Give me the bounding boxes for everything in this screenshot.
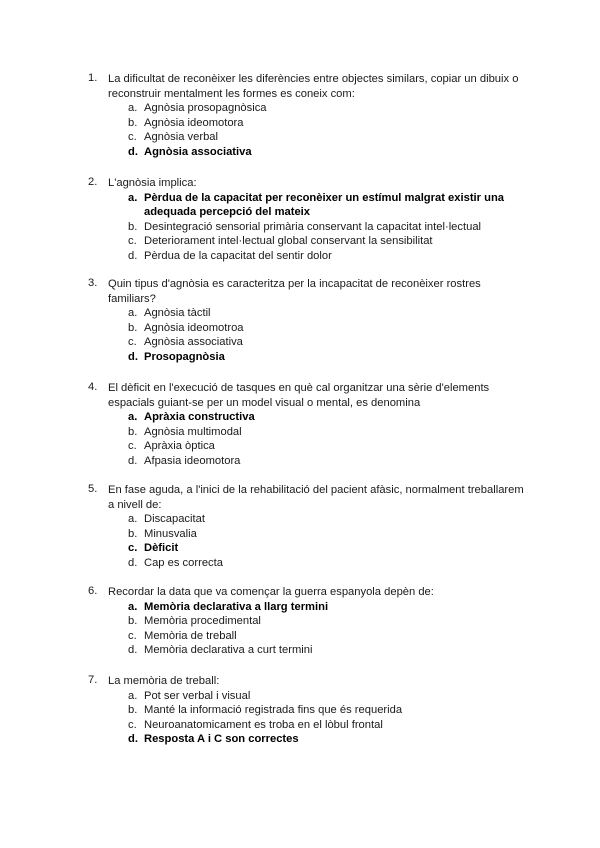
option-text: Afpasia ideomotora [144, 454, 241, 467]
question-text: L'agnòsia implica: [108, 177, 197, 189]
answer-option [128, 703, 528, 718]
question-number: 1. [88, 72, 98, 84]
answer-option-correct [128, 541, 528, 556]
question-text: La dificultat de reconèixer les diferències entre objectes similars, copiar un dibuix o reconstruir mentalment les formes es coneix com: [108, 73, 519, 100]
answer-option [128, 643, 528, 658]
question-1 [88, 72, 528, 159]
option-letter: a. [128, 513, 138, 525]
option-text: Prosopagnòsia [144, 350, 225, 363]
option-letter: a. [128, 689, 138, 702]
question-text: Recordar la data que va començar la guerra espanyola depèn de: [108, 586, 434, 598]
answer-option [128, 234, 528, 249]
option-letter: b. [128, 425, 138, 438]
option-letter: c. [128, 336, 137, 349]
option-text: Manté la informació registrada fins que és requerida [144, 704, 403, 717]
answer-options [128, 512, 528, 570]
option-letter: a. [128, 191, 138, 204]
option-text: Memòria declarativa a curt termini [144, 644, 313, 657]
answer-option [128, 130, 528, 145]
option-letter: b. [128, 704, 138, 717]
answer-options [128, 101, 528, 159]
answer-option-correct [128, 191, 528, 220]
option-letter: c. [128, 718, 137, 731]
answer-option-correct [128, 350, 528, 365]
option-letter: c. [128, 629, 137, 642]
answer-options [128, 600, 528, 658]
option-text: Deteriorament intel·lectual global conservant la sensibilitat [144, 235, 433, 248]
option-letter: d. [128, 733, 138, 746]
answer-option [128, 321, 528, 336]
option-letter: b. [128, 220, 138, 233]
option-letter: d. [128, 350, 138, 363]
option-text: Desintegració sensorial primària conservant la capacitat intel·lectual [144, 220, 482, 233]
question-7 [88, 674, 528, 747]
option-text: Agnòsia ideomotora [144, 116, 244, 129]
option-text: Pot ser verbal i visual [144, 689, 251, 702]
option-text: Cap es correcta [144, 556, 223, 569]
option-letter: d. [128, 249, 138, 262]
answer-options [128, 306, 528, 364]
option-text: Pèrdua de la capacitat del sentir dolor [144, 249, 332, 262]
option-text: Agnòsia verbal [144, 131, 219, 144]
answer-option [128, 425, 528, 440]
option-letter: b. [128, 527, 138, 540]
answer-option-correct [128, 732, 528, 747]
option-text: Resposta A i C son correctes [144, 733, 299, 746]
question-5 [88, 483, 528, 570]
question-number: 3. [88, 277, 98, 289]
option-text: Memòria de treball [144, 629, 237, 642]
option-letter: c. [128, 235, 137, 248]
option-text: Memòria declarativa a llarg termini [144, 600, 329, 613]
option-letter: d. [128, 644, 138, 657]
option-letter: a. [128, 102, 138, 114]
question-number: 6. [88, 585, 98, 597]
option-letter: d. [128, 454, 138, 467]
option-letter: b. [128, 321, 138, 334]
option-letter: a. [128, 411, 138, 423]
answer-options [128, 191, 528, 264]
option-text: Memòria procedimental [144, 615, 261, 628]
option-text: Agnòsia prosopagnòsica [144, 102, 267, 114]
answer-option [128, 101, 528, 116]
option-letter: c. [128, 131, 137, 144]
answer-option [128, 689, 528, 704]
answer-option [128, 439, 528, 454]
question-3 [88, 277, 528, 364]
option-letter: c. [128, 542, 138, 555]
question-6 [88, 585, 528, 658]
answer-option [128, 335, 528, 350]
option-text: Agnòsia ideomotroa [144, 321, 244, 334]
answer-option [128, 220, 528, 235]
question-text: El dèficit en l'execució de tasques en què cal organitzar una sèrie d'elements espacials guiant-se per un model visual o mental, es denomina [108, 382, 490, 409]
answer-option-correct [128, 145, 528, 160]
answer-option [128, 629, 528, 644]
option-text: Apràxia òptica [144, 440, 215, 453]
option-letter: a. [128, 600, 138, 613]
question-2 [88, 176, 528, 263]
answer-option [128, 614, 528, 629]
option-letter: b. [128, 116, 138, 129]
option-text: Agnòsia multimodal [144, 425, 242, 438]
answer-option [128, 249, 528, 264]
answer-options [128, 410, 528, 468]
answer-option [128, 512, 528, 527]
option-text: Minusvalia [144, 527, 197, 540]
question-number: 4. [88, 381, 98, 393]
question-number: 2. [88, 176, 98, 188]
question-text: En fase aguda, a l'inici de la rehabilitació del pacient afàsic, normalment treballarem a nivell de: [108, 484, 524, 511]
option-letter: a. [128, 307, 138, 319]
question-text: Quin tipus d'agnòsia es caracteritza per la incapacitat de reconèixer rostres familiars? [108, 278, 481, 305]
answer-option [128, 718, 528, 733]
option-text: Agnòsia associativa [144, 336, 243, 349]
question-number: 5. [88, 483, 98, 495]
option-letter: d. [128, 556, 138, 569]
answer-options [128, 689, 528, 747]
option-text: Agnòsia tàctil [144, 307, 211, 319]
option-letter: b. [128, 615, 138, 628]
option-text: Apràxia constructiva [144, 411, 255, 423]
answer-option [128, 306, 528, 321]
question-number: 7. [88, 674, 98, 686]
question-4 [88, 381, 528, 468]
answer-option-correct [128, 600, 528, 615]
question-text: La memòria de treball: [108, 675, 220, 687]
option-text: Pèrdua de la capacitat per reconèixer un estímul malgrat existir una adequada percepció del mateix [144, 191, 504, 219]
answer-option [128, 556, 528, 571]
answer-option [128, 116, 528, 131]
answer-option [128, 454, 528, 469]
answer-option-correct [128, 410, 528, 425]
option-text: Neuroanatomicament es troba en el lòbul frontal [144, 718, 383, 731]
option-text: Dèficit [144, 542, 179, 555]
answer-option [128, 527, 528, 542]
option-letter: c. [128, 440, 137, 453]
option-letter: d. [128, 145, 138, 158]
option-text: Discapacitat [144, 513, 205, 525]
option-text: Agnòsia associativa [144, 145, 252, 158]
